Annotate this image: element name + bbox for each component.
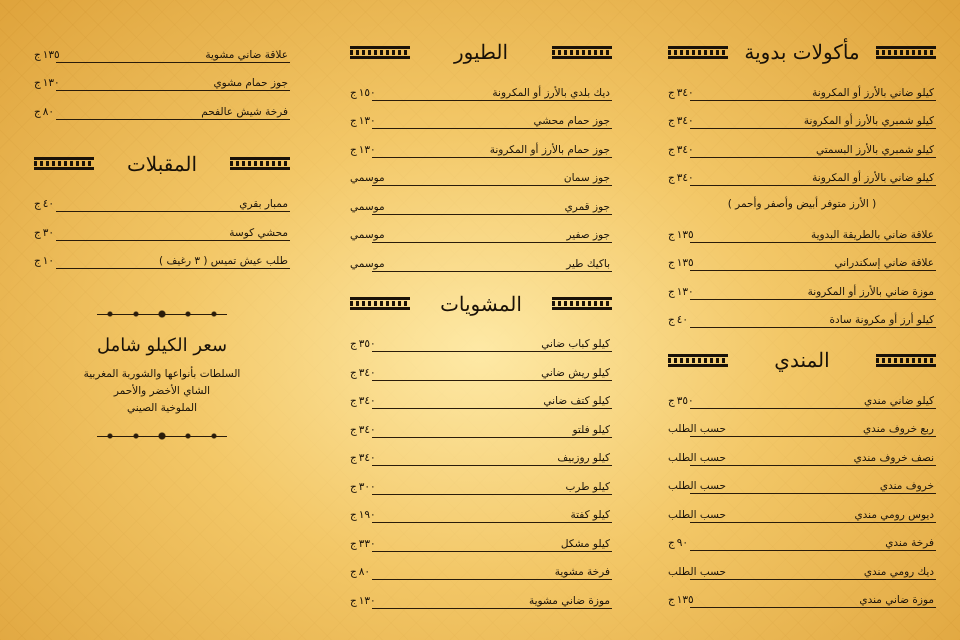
decor-band [876,354,936,367]
currency-symbol: ج [668,172,675,184]
price-wrap [350,338,376,352]
price-wrap [34,49,60,63]
menu-item-name: جوز قمري [564,200,610,213]
whole-price-box [34,307,290,443]
menu-item-price: ٨٠ [42,105,55,118]
menu-item [668,496,936,525]
mandi-items [668,382,936,610]
menu-item-price: ٣٣٠ [358,537,376,550]
price-wrap [668,286,694,300]
currency-symbol: ج [668,143,675,156]
menu-item [350,326,612,355]
price-wrap [350,481,376,495]
currency-symbol: ج [34,77,41,89]
rice-note: ( الأرز متوفر أبيض وأصفر وأحمر ) [727,198,877,210]
menu-item-price: موسمي [350,200,385,213]
currency-symbol: ج [350,594,357,607]
price-wrap [350,538,376,552]
menu-item-price: موسمي [350,257,385,270]
menu-item-name: فرخة مشوية [554,566,610,578]
price-wrap [668,257,694,271]
decor-band [552,297,612,310]
menu-item-price: ١٩٠ [358,509,376,521]
menu-item [668,216,936,245]
menu-item-price: موسمي [350,229,385,241]
currency-symbol: ج [350,537,357,550]
menu-item-name: موزة ضاني بالأرز أو المكرونة [807,285,934,298]
menu-item-price: ٣٠ [42,226,55,239]
menu-item-name: علاقة ضاني مشوية [205,48,288,61]
menu-item [34,65,290,94]
menu-item-name: جوز حمام محشي [533,115,610,127]
menu-item-name: نصف خروف مندي [853,451,934,464]
menu-item-price: ٣٤٠ [358,452,376,464]
menu-item [34,214,290,243]
menu-item-name: موزة ضاني مشوية [528,594,610,607]
menu-item-name: طلب عيش تميس ( ٣ رغيف ) [159,255,288,267]
currency-symbol: ج [668,228,675,241]
menu-item-price: ٣٠٠ [358,480,376,493]
menu-item [34,186,290,215]
price-wrap [350,367,376,381]
menu-item-price: موسمي [350,172,385,184]
menu-item [668,131,936,160]
menu-item-price: ١٣٥ [42,48,60,61]
menu-item-price: ١٠ [42,255,55,267]
menu-item [668,74,936,103]
menu-item [350,354,612,383]
price-wrap [350,566,370,580]
price-wrap [34,227,54,241]
menu-item [350,525,612,554]
menu-item-name: كيلو شمبري بالأرز أو المكرونة [803,115,934,127]
menu-item-name: فرخة مندي [885,537,934,549]
whole-price-line: الشاي الأخضر والأحمر [113,385,211,397]
decor-band [668,354,728,367]
menu-item-price: ١٣٥ [676,594,694,606]
price-wrap [350,115,376,129]
section-title-text: المقبلات [126,151,198,176]
section-title-text: المندي [774,348,830,372]
currency-symbol: ج [350,338,357,350]
price-wrap [668,537,688,551]
menu-item-name: جوز سمان [563,172,610,184]
menu-item-name: ديك رومي مندي [863,565,934,578]
menu-item-price: حسب الطلب [668,451,727,464]
menu-item-name: كيلو كباب ضاني [541,338,610,350]
price-wrap [34,106,54,120]
menu-item-price: ١٣٠ [676,285,694,298]
currency-symbol: ج [668,285,675,298]
menu-item-name: علاقة ضاني إسكندراني [834,257,934,269]
price-wrap [668,87,694,101]
menu-item-price: ١٣٠ [42,77,60,89]
currency-symbol: ج [350,143,357,156]
menu-item [668,468,936,497]
currency-symbol: ج [668,537,675,549]
menu-item [350,245,612,274]
menu-item-name: كيلو فلتو [572,423,610,436]
currency-symbol: ج [350,115,357,127]
price-wrap [668,229,694,243]
menu-item-name: جوز صفير [566,229,610,241]
section-title-appetizers [34,148,290,180]
menu-column-left [34,36,290,443]
menu-item [668,525,936,554]
menu-item-name: ديوس رومي مندي [854,508,934,521]
menu-item-name: جوز حمام بالأرز أو المكرونة [489,143,610,156]
menu-item-price: حسب الطلب [668,565,727,578]
menu-column-middle [350,36,612,611]
price-wrap [350,87,376,101]
menu-item-price: ٣٤٠ [358,395,376,407]
menu-item [668,582,936,611]
price-wrap [34,198,54,212]
currency-symbol: ج [668,594,675,606]
menu-item [350,383,612,412]
price-wrap [668,395,694,409]
currency-symbol: ج [34,255,41,267]
menu-item [350,103,612,132]
menu-item [668,245,936,274]
decor-band [230,157,290,170]
menu-item-name: كيلو ضاني مندي [863,394,934,407]
price-wrap [350,424,376,438]
section-title-bedouin [668,36,936,68]
menu-item-name: كيلو أرز أو مكرونة سادة [829,314,934,326]
menu-item-price: ٣٥٠ [676,394,694,407]
menu-item-name: باكيك طير [566,257,610,270]
menu-item-price: ٩٠ [676,537,689,549]
decor-band [34,157,94,170]
price-wrap [668,314,688,328]
bedouin-items [668,74,936,188]
menu-item-name: كيلو روزبيف [557,452,610,464]
menu-item-price: حسب الطلب [668,508,727,521]
menu-item [350,217,612,246]
menu-item-price: ٣٤٠ [676,86,694,99]
section-title-mandi [668,344,936,376]
currency-symbol: ج [350,86,357,99]
currency-symbol: ج [350,366,357,379]
price-wrap [668,115,694,129]
currency-symbol: ج [34,198,41,210]
menu-item [34,243,290,272]
menu-item-price: ١٣٥ [676,257,694,269]
menu-item-name: جوز حمام مشوي [213,77,288,89]
decor-band [350,46,410,59]
menu-item-price: ١٣٠ [358,594,376,607]
menu-item [350,554,612,583]
menu-item-name: ربع خروف مندي [862,423,934,435]
menu-item [668,302,936,331]
menu-item [668,382,936,411]
menu-item [668,273,936,302]
poultry-items [350,74,612,274]
menu-item-price: حسب الطلب [668,423,727,435]
currency-symbol: ج [350,395,357,407]
menu-item-name: كيلو شمبري بالأرز البسمتي [815,143,934,156]
whole-price-line: السلطات بأنواعها والشوربة المغربية [83,368,241,380]
whole-price-line: الملوخية الصيني [126,402,198,414]
decor-band [350,297,410,310]
menu-item [350,497,612,526]
section-title-grills [350,288,612,320]
menu-item [668,439,936,468]
price-wrap [350,509,376,523]
section-title-text: المشويات [440,291,522,316]
menu-item-price: ١٣٥ [676,228,694,241]
menu-item-price: ٤٠ [676,314,689,326]
menu-item-name: كيلو كفتة [570,509,610,521]
price-wrap [350,452,376,466]
menu-item [668,553,936,582]
menu-item-price: ٨٠ [358,566,371,578]
menu-item [34,93,290,122]
ornament-divider [97,429,227,443]
menu-item-price: ١٣٠ [358,143,376,156]
price-wrap [350,395,376,409]
menu-item-name: موزة ضاني مندي [859,594,934,606]
menu-item-price: حسب الطلب [668,480,727,492]
menu-item [350,188,612,217]
currency-symbol: ج [668,257,675,269]
currency-symbol: ج [350,452,357,464]
menu-item [350,131,612,160]
currency-symbol: ج [350,509,357,521]
price-wrap [350,144,376,158]
currency-symbol: ج [34,105,41,118]
menu-item-name: خروف مندي [879,480,934,492]
menu-item [350,468,612,497]
menu-item-name: علاقة ضاني بالطريقة البدوية [811,228,934,241]
menu-item-name: كيلو ضاني بالأرز أو المكرونة [812,172,934,184]
currency-symbol: ج [668,314,675,326]
currency-symbol: ج [668,394,675,407]
grills-items [350,326,612,611]
price-wrap [668,172,694,186]
decor-band [552,46,612,59]
menu-item [350,411,612,440]
currency-symbol: ج [350,480,357,493]
price-wrap [34,77,60,91]
menu-item [668,103,936,132]
currency-symbol: ج [350,423,357,436]
menu-item [350,160,612,189]
currency-symbol: ج [668,115,675,127]
appetizers-items [34,186,290,272]
section-title-poultry [350,36,612,68]
menu-item-price: ٣٤٠ [358,366,376,379]
menu-item-name: فرخة شيش عالفحم [201,105,288,118]
menu-item-name: كيلو كتف ضاني [543,395,610,407]
menu-item-name: كيلو مشكل [560,537,610,550]
menu-item-price: ١٣٠ [358,115,376,127]
decor-band [668,46,728,59]
menu-item-price: ٣٤٠ [676,115,694,127]
price-wrap [668,594,694,608]
menu-item-price: ١٥٠ [358,86,376,99]
whole-price-title: سعر الكيلو شامل [96,335,228,356]
menu-item-name: كيلو ضاني بالأرز أو المكرونة [812,86,934,99]
menu-item [668,160,936,189]
menu-item [350,440,612,469]
menu-item-price: ٣٥٠ [358,338,376,350]
menu-column-right [668,36,936,610]
price-wrap [350,595,376,609]
menu-item [350,74,612,103]
menu-item-name: ديك بلدي بالأرز أو المكرونة [492,86,610,99]
menu-item-name: ممبار بقري [239,198,288,210]
menu-item [350,582,612,611]
menu-item-price: ٣٤٠ [358,423,376,436]
menu-item-price: ٤٠ [42,198,55,210]
currency-symbol: ج [34,226,41,239]
bedouin-items-2 [668,216,936,330]
currency-symbol: ج [350,566,357,578]
currency-symbol: ج [668,86,675,99]
menu-item-name: كيلو ريش ضاني [541,366,610,379]
section-title-text: مأكولات بدوية [744,40,860,64]
menu-item-name: محشي كوسة [229,226,288,239]
misc-items [34,36,290,122]
section-title-text: الطيور [453,40,509,64]
ornament-divider [97,307,227,321]
menu-item-price: ٣٤٠ [676,172,694,184]
price-wrap [668,144,694,158]
decor-band [876,46,936,59]
menu-item-name: كيلو طرب [565,480,610,493]
menu-item [668,411,936,440]
price-wrap [34,255,54,269]
currency-symbol: ج [34,48,41,61]
menu-item-price: ٣٤٠ [676,143,694,156]
menu-item [34,36,290,65]
